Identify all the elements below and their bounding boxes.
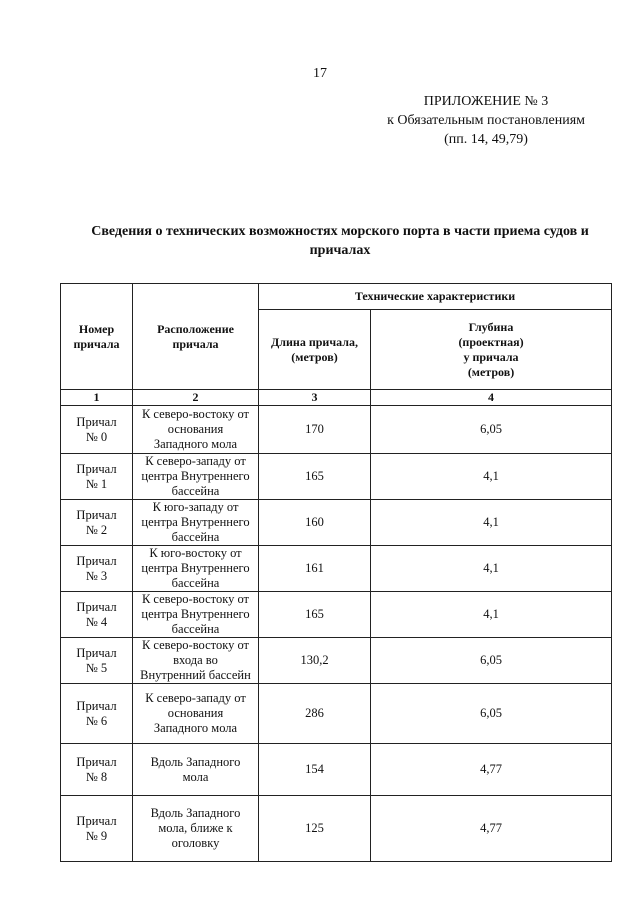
document-title-line-2: причалах	[309, 243, 371, 258]
berth-number-cell	[61, 796, 133, 862]
berth-depth-cell: 4,77	[371, 744, 612, 796]
berth-length-cell: 160	[259, 500, 371, 546]
header-berth-number: Номер причала	[61, 284, 133, 390]
annex-header	[387, 92, 585, 149]
berth-number-line: Причал	[76, 599, 117, 614]
table-row	[61, 638, 612, 684]
berth-number-line: Причал	[76, 754, 117, 769]
berth-location-line: Внутренний бассейн	[140, 668, 251, 682]
berth-depth-cell: 4,1	[371, 546, 612, 592]
column-number-row	[61, 390, 612, 406]
berth-length-cell: 286	[259, 684, 371, 744]
berth-length-cell: 154	[259, 744, 371, 796]
berth-number-line: Причал	[76, 813, 117, 828]
berth-number-line: № 8	[85, 769, 108, 784]
berth-number-line: № 1	[85, 476, 108, 491]
column-number: 3	[259, 390, 371, 406]
berth-number-line: № 5	[85, 660, 108, 675]
berth-location-line: оголовку	[171, 836, 220, 850]
table-row	[61, 796, 612, 862]
berth-depth-cell: 4,77	[371, 796, 612, 862]
berth-number-line: Причал	[76, 461, 117, 476]
berth-number-line: № 0	[85, 429, 108, 444]
berth-depth-cell: 6,05	[371, 638, 612, 684]
berth-number-cell	[61, 592, 133, 638]
berth-number-cell	[61, 500, 133, 546]
berth-number-line: № 9	[85, 828, 108, 843]
berth-number-cell	[61, 638, 133, 684]
column-number: 1	[61, 390, 133, 406]
berth-location-line: К юго-западу от	[152, 500, 239, 514]
berth-location-line: входа во	[173, 653, 218, 667]
annex-title: ПРИЛОЖЕНИЕ № 3	[423, 94, 549, 109]
berth-number-cell	[61, 454, 133, 500]
berth-number-cell	[61, 406, 133, 454]
berth-location-line: Западного мола	[153, 437, 238, 451]
page-number: 17	[313, 66, 327, 81]
berth-number-cell	[61, 546, 133, 592]
berth-length-cell: 165	[259, 454, 371, 500]
berth-location-cell	[133, 592, 259, 638]
header-depth	[371, 310, 612, 390]
berth-number-cell	[61, 684, 133, 744]
berth-depth-cell: 4,1	[371, 592, 612, 638]
berth-location-line: мола, ближе к	[158, 821, 233, 835]
berths-table	[60, 283, 612, 862]
berth-number-line: № 3	[85, 568, 108, 583]
berth-location-line: К северо-западу от	[145, 454, 246, 468]
berth-location-line: К северо-западу от	[145, 691, 246, 705]
berth-location-line: К северо-востоку от	[141, 638, 250, 652]
berth-location-line: центра Внутреннего	[141, 607, 250, 621]
berth-location-line: Вдоль Западного	[150, 806, 241, 820]
berth-location-line: Вдоль Западного	[150, 754, 241, 769]
berth-location-line: К юго-востоку от	[149, 546, 242, 560]
berth-length-cell: 125	[259, 796, 371, 862]
table-row	[61, 454, 612, 500]
document-title-line-1: Сведения о технических возможностях морского порта в части приема судов и	[91, 224, 589, 239]
berth-number-line: № 2	[85, 522, 108, 537]
document-title	[60, 222, 620, 260]
berth-length-cell: 161	[259, 546, 371, 592]
table-row	[61, 684, 612, 744]
berth-location-cell	[133, 500, 259, 546]
berth-number-line: Причал	[76, 553, 117, 568]
berth-location-cell	[133, 406, 259, 454]
berth-location-line: основания	[167, 706, 224, 720]
header-depth-line: (проектная)	[458, 334, 524, 349]
column-number: 2	[133, 390, 259, 406]
berth-number-line: Причал	[76, 414, 117, 429]
berth-location-line: бассейна	[171, 484, 220, 498]
header-location: Расположение причала	[133, 284, 259, 390]
berth-location-line: центра Внутреннего	[141, 515, 250, 529]
berth-depth-cell: 4,1	[371, 454, 612, 500]
berth-location-line: центра Внутреннего	[141, 469, 250, 483]
table-row	[61, 500, 612, 546]
column-number: 4	[371, 390, 612, 406]
berth-length-cell: 170	[259, 406, 371, 454]
berth-length-cell: 165	[259, 592, 371, 638]
table-row	[61, 592, 612, 638]
berth-location-line: К северо-востоку от	[141, 407, 250, 421]
table-row	[61, 744, 612, 796]
berth-number-line: Причал	[76, 507, 117, 522]
header-depth-line: (метров)	[467, 364, 515, 379]
berth-location-line: центра Внутреннего	[141, 561, 250, 575]
berth-number-cell	[61, 744, 133, 796]
berth-location-cell	[133, 796, 259, 862]
berth-location-line: К северо-востоку от	[141, 592, 250, 606]
berth-number-line: Причал	[76, 645, 117, 660]
berth-number-line: № 4	[85, 614, 108, 629]
header-depth-line: у причала	[463, 349, 519, 364]
berth-location-line: основания	[167, 422, 224, 436]
berth-location-cell	[133, 454, 259, 500]
berth-location-line: бассейна	[171, 530, 220, 544]
berth-location-line: бассейна	[171, 576, 220, 590]
header-depth-line: Глубина	[468, 319, 514, 334]
berth-length-cell: 130,2	[259, 638, 371, 684]
berth-location-line: мола	[182, 769, 209, 784]
berth-location-line: бассейна	[171, 622, 220, 636]
header-technical-characteristics: Технические характеристики	[259, 284, 612, 310]
header-length: Длина причала, (метров)	[259, 310, 371, 390]
berth-location-cell	[133, 638, 259, 684]
berth-location-cell	[133, 744, 259, 796]
berth-location-cell	[133, 546, 259, 592]
annex-paragraphs: (пп. 14, 49,79)	[444, 132, 528, 147]
table-row	[61, 406, 612, 454]
berth-location-line: Западного мола	[153, 721, 238, 735]
berth-number-line: Причал	[76, 698, 117, 713]
berth-number-line: № 6	[85, 713, 108, 728]
berth-depth-cell: 6,05	[371, 684, 612, 744]
berth-depth-cell: 4,1	[371, 500, 612, 546]
berth-location-cell	[133, 684, 259, 744]
table-row	[61, 546, 612, 592]
berth-depth-cell: 6,05	[371, 406, 612, 454]
annex-reference: к Обязательным постановлениям	[387, 113, 585, 128]
berth-rows	[61, 406, 612, 862]
